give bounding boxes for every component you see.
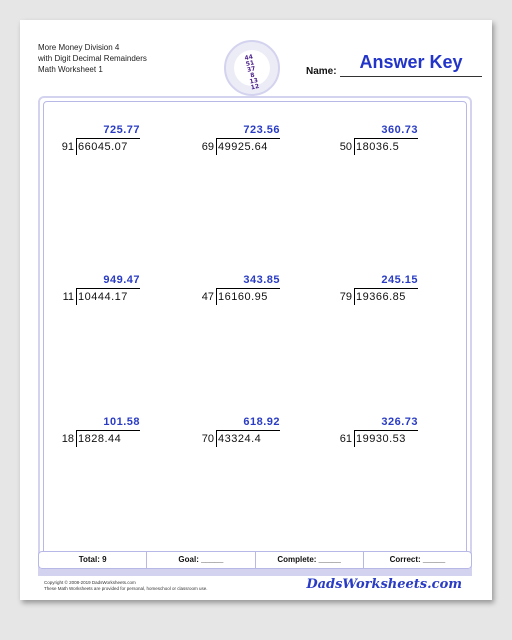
- divisor: 79: [339, 291, 352, 303]
- logo-numbers: [239, 54, 264, 93]
- problems-frame: [38, 96, 472, 576]
- title-line: More Money Division 4: [38, 43, 120, 52]
- logo-number: 13: [248, 77, 259, 86]
- quotient-answer: 949.47: [103, 274, 140, 286]
- dividend: 19930.53: [356, 433, 406, 445]
- copyright-text: [44, 580, 208, 592]
- goal-cell: Goal: _____: [147, 552, 255, 568]
- divisor: 61: [339, 433, 352, 445]
- quotient-answer: 326.73: [381, 416, 418, 428]
- division-problem: [60, 124, 140, 168]
- quotient-answer: 101.58: [103, 416, 140, 428]
- copyright-line: Copyright © 2008-2019 DadsWorksheets.com: [44, 580, 136, 585]
- score-bar: [38, 551, 472, 569]
- logo-number: 44: [243, 53, 254, 63]
- answer-key-title: Answer Key: [359, 52, 463, 72]
- name-label: Name:: [306, 66, 337, 77]
- division-problem: [200, 124, 280, 168]
- dividend: 16160.95: [218, 291, 268, 303]
- divisor: 18: [61, 433, 74, 445]
- division-problem: [60, 274, 140, 318]
- dividend: 66045.07: [78, 141, 128, 153]
- logo-number: 12: [250, 82, 260, 92]
- quotient-answer: 343.85: [243, 274, 280, 286]
- dividend: 49925.64: [218, 141, 268, 153]
- footer-strip: [38, 569, 472, 576]
- division-problem: [338, 416, 418, 460]
- dividend: 10444.17: [78, 291, 128, 303]
- title-line: Math Worksheet 1: [38, 65, 103, 74]
- divisor: 47: [201, 291, 214, 303]
- divisor: 69: [201, 141, 214, 153]
- total-cell: Total: 9: [39, 552, 147, 568]
- copyright-line: These Math Worksheets are provided for personal, homeschool or classroom use.: [44, 586, 208, 591]
- brand-logo: DadsWorksheets.com: [306, 577, 462, 592]
- logo-number: 51: [245, 59, 255, 69]
- division-problem: [338, 274, 418, 318]
- logo-number: 8: [249, 71, 256, 80]
- dividend: 1828.44: [78, 433, 122, 445]
- division-problem: [200, 416, 280, 460]
- division-problem: [200, 274, 280, 318]
- divisor: 70: [201, 433, 214, 445]
- worksheet-title: [38, 42, 147, 75]
- correct-cell: Correct: _____: [389, 555, 446, 564]
- quotient-answer: 360.73: [381, 124, 418, 136]
- worksheet-page: [20, 20, 492, 600]
- dividend: 43324.4: [218, 433, 262, 445]
- logo-number: 37: [246, 65, 257, 74]
- quotient-answer: 725.77: [103, 124, 140, 136]
- dividend: 18036.5: [356, 141, 400, 153]
- complete-cell: Complete: _____: [256, 552, 364, 568]
- divisor: 91: [61, 141, 74, 153]
- name-line: [340, 76, 482, 77]
- division-problem: [60, 416, 140, 460]
- divisor: 50: [339, 141, 352, 153]
- dividend: 19366.85: [356, 291, 406, 303]
- divisor: 11: [62, 291, 74, 303]
- title-line: with Digit Decimal Remainders: [38, 54, 147, 63]
- quotient-answer: 723.56: [243, 124, 280, 136]
- division-problem: [338, 124, 418, 168]
- worksheet-logo: [224, 40, 280, 96]
- quotient-answer: 245.15: [381, 274, 418, 286]
- quotient-answer: 618.92: [243, 416, 280, 428]
